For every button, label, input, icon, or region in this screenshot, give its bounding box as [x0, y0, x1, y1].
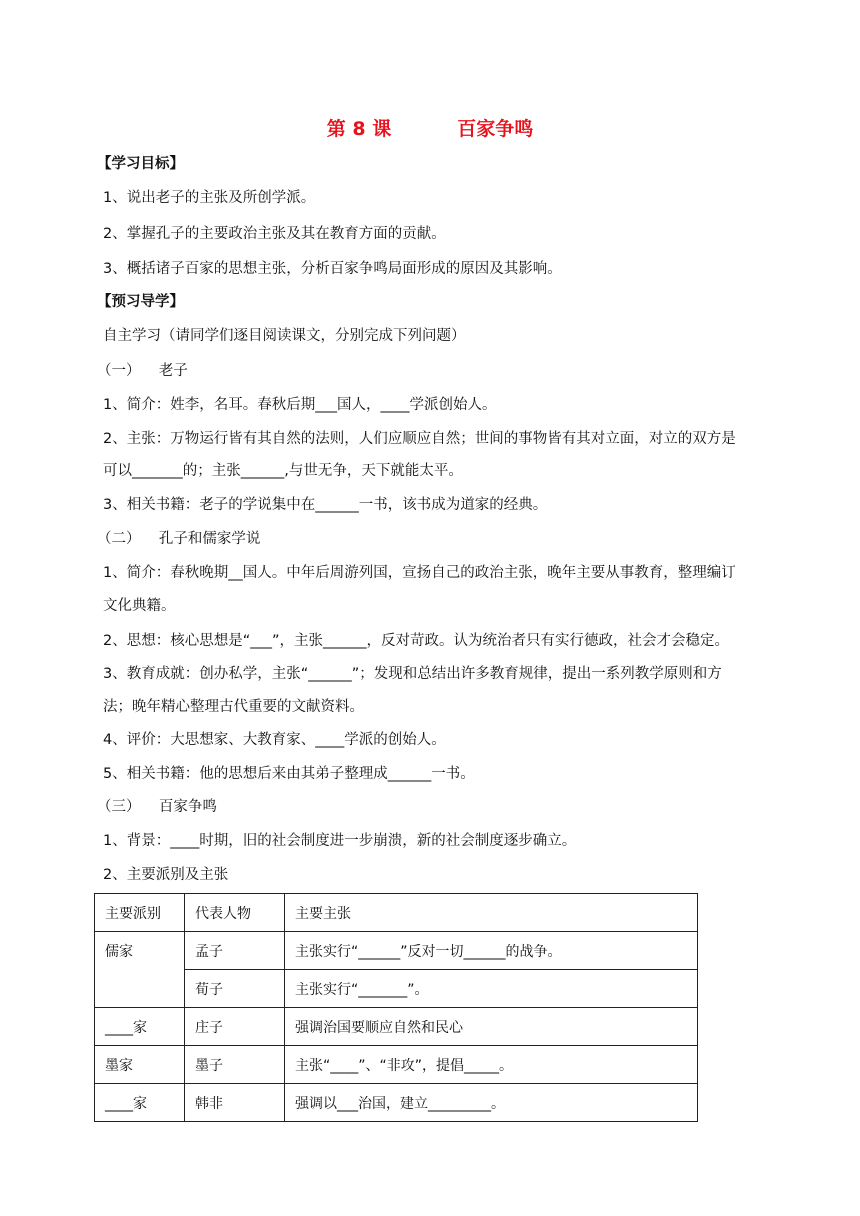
preview-heading: 【预习导学】	[97, 294, 184, 310]
cell-person: 庄子	[185, 1008, 285, 1046]
page-title	[0, 114, 860, 141]
objective-item: 2、掌握孔子的主要政治主张及其在教育方面的贡献。	[103, 226, 446, 242]
section-title-laozi: （一） 老子	[97, 363, 188, 379]
confucius-item-cont: 法；晚年精心整理古代重要的文献资料。	[103, 699, 364, 715]
confucius-item: 4、评价：大思想家、大教育家、____学派的创始人。	[103, 732, 446, 748]
cell-idea: 主张实行“______”反对一切______的战争。	[285, 932, 698, 970]
cell-idea: 强调以___治国，建立_________。	[285, 1084, 698, 1122]
laozi-item: 1、简介：姓李，名耳。春秋后期___国人，____学派创始人。	[103, 397, 497, 413]
cell-person: 墨子	[185, 1046, 285, 1084]
header-person: 代表人物	[185, 894, 285, 932]
cell-idea: 主张“____”、“非攻”，提倡_____。	[285, 1046, 698, 1084]
confucius-item: 5、相关书籍：他的思想后来由其弟子整理成______一书。	[103, 766, 475, 782]
schools-table	[94, 893, 698, 1122]
section-title-confucius: （二） 孔子和儒家学说	[97, 531, 261, 547]
table-header-row	[95, 894, 698, 932]
table-row	[95, 932, 698, 970]
table-row	[95, 1008, 698, 1046]
cell-school: 墨家	[95, 1046, 185, 1084]
table-row	[95, 970, 698, 1008]
table-row	[95, 1046, 698, 1084]
lesson-number: 第 8 课	[326, 118, 392, 140]
objective-item: 1、说出老子的主张及所创学派。	[103, 190, 316, 206]
cell-school: ____家	[95, 1008, 185, 1046]
table-row	[95, 1084, 698, 1122]
laozi-item: 2、主张：万物运行皆有其自然的法则，人们应顺应自然；世间的事物皆有其对立面，对立的双方是	[103, 431, 736, 447]
lesson-topic: 百家争鸣	[457, 118, 534, 140]
header-school: 主要派别	[95, 894, 185, 932]
cell-person: 孟子	[185, 932, 285, 970]
preview-intro: 自主学习（请同学们逐目阅读课文，分别完成下列问题）	[103, 328, 466, 344]
confucius-item: 1、简介：春秋晚期__国人。中年后周游列国，宣扬自己的政治主张，晚年主要从事教育，整理编订	[103, 565, 736, 581]
hundred-schools-item: 1、背景：____时期，旧的社会制度进一步崩溃，新的社会制度逐步确立。	[103, 833, 577, 849]
objectives-heading: 【学习目标】	[97, 156, 184, 172]
header-idea: 主要主张	[285, 894, 698, 932]
cell-person: 荀子	[185, 970, 285, 1008]
section-title-hundred-schools: （三） 百家争鸣	[97, 799, 217, 815]
cell-school: ____家	[95, 1084, 185, 1122]
cell-school: 儒家	[95, 932, 185, 1008]
confucius-item: 3、教育成就：创办私学，主张“______”；发现和总结出许多教育规律，提出一系列教学原则和方	[103, 666, 722, 682]
cell-idea: 主张实行“_______”。	[285, 970, 698, 1008]
hundred-schools-item: 2、主要派别及主张	[103, 867, 229, 883]
confucius-item-cont: 文化典籍。	[103, 598, 176, 614]
cell-idea: 强调治国要顺应自然和民心	[285, 1008, 698, 1046]
laozi-item-cont: 可以_______的；主张______,与世无争，天下就能太平。	[103, 463, 463, 479]
laozi-item: 3、相关书籍：老子的学说集中在______一书，该书成为道家的经典。	[103, 497, 548, 513]
cell-person: 韩非	[185, 1084, 285, 1122]
confucius-item: 2、思想：核心思想是“___”，主张______，反对苛政。认为统治者只有实行德政，社会才会稳定。	[103, 633, 729, 649]
objective-item: 3、概括诸子百家的思想主张，分析百家争鸣局面形成的原因及其影响。	[103, 261, 562, 277]
